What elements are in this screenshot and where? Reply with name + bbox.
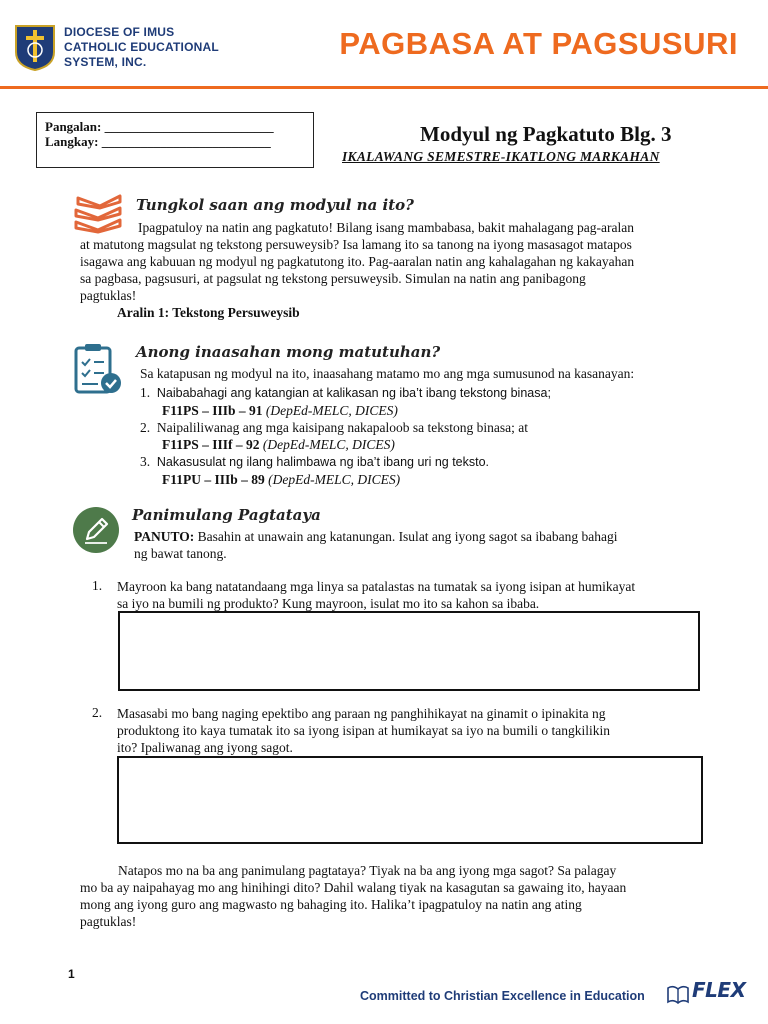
module-title: Modyul ng Pagkatuto Blg. 3	[420, 122, 672, 146]
student-info-box	[36, 112, 314, 168]
about-line-2: at matutong magsulat ng tekstong persuweysib? Isa lamang ito sa tanong na iyong masasagot matapos	[80, 237, 632, 252]
objective-text: Naipaliliwanag ang mga kaisipang nakapaloob sa tekstong binasa; at	[156, 420, 529, 435]
page-number: 1	[68, 967, 75, 981]
name-field[interactable]: Pangalan: __________________________	[45, 119, 274, 134]
closing-line-4: pagtuklas!	[80, 914, 137, 929]
about-line-5: pagtuklas!	[80, 288, 137, 303]
competency-code: F11PS – IIIb – 91	[162, 403, 263, 418]
objectives-heading: Anong inaasahan mong matutuhan?	[136, 343, 441, 361]
answer-box-2[interactable]	[117, 756, 703, 844]
lesson-title: Aralin 1: Tekstong Persuweysib	[117, 305, 300, 320]
subject-title: PAGBASA AT PAGSUSURI	[339, 26, 738, 61]
pretest-heading: Panimulang Pagtataya	[132, 506, 321, 524]
open-book-icon	[666, 982, 690, 1006]
directions-line-1: Basahin at unawain ang katanungan. Isulat ang iyong sagot sa ibabang bahagi	[197, 529, 618, 544]
closing-line-3: mong ang iyong guro ang magwasto ng bahaging ito. Halika’t ipagpatuloy na natin ang ating	[80, 897, 582, 912]
org-line-2: CATHOLIC EDUCATIONAL	[64, 40, 219, 54]
about-line-4: sa pagbasa, pagsusuri, at pagsulat ng tekstong persuweysib. Simulan na natin ang panibagong	[80, 271, 586, 286]
header-divider	[0, 86, 768, 89]
competency-ref: (DepEd-MELC, DICES)	[268, 472, 401, 487]
competency-ref: (DepEd-MELC, DICES)	[262, 437, 395, 452]
about-line-3: isagawa ang kabuuan ng modyul ng pagkatutong ito. Pag-aaralan natin ang kahalagahan ng kakayahan	[80, 254, 635, 269]
diocese-seal-logo	[12, 22, 58, 72]
pretest-directions	[134, 528, 700, 562]
about-heading: Tungkol saan ang modyul na ito?	[136, 196, 414, 214]
objective-item: 2. Naipaliliwanag ang mga kaisipang nakapaloob sa tekstong binasa; at	[140, 420, 529, 435]
objectives-list	[140, 384, 551, 488]
closing-line-2: mo ba ay naipahayag mo ang hinihingi dito? Dahil walang tiyak na kasagutan sa gawaing ito, hayaan	[80, 880, 627, 895]
about-paragraph	[80, 219, 698, 304]
flex-logo: FLEX	[692, 978, 746, 1002]
organization-name	[64, 25, 219, 70]
question-1-number: 1.	[92, 578, 103, 593]
objectives-intro: Sa katapusan ng modyul na ito, inaasahang matamo mo ang mga sumusunod na kasanayan:	[140, 366, 635, 381]
footer-tagline: Committed to Christian Excellence in Education	[360, 989, 645, 1003]
section-field[interactable]: Langkay: __________________________	[45, 134, 271, 149]
competency-code: F11PS – IIIf – 92	[162, 437, 260, 452]
competency-ref: (DepEd-MELC, DICES)	[265, 403, 398, 418]
closing-paragraph	[80, 862, 698, 930]
answer-box-1[interactable]	[118, 611, 700, 691]
org-line-1: DIOCESE OF IMUS	[64, 25, 175, 39]
objective-item: 3. Nakasusulat ng ilang halimbawa ng iba’t ibang uri ng teksto.	[140, 454, 490, 469]
closing-line-1: Natapos mo na ba ang panimulang pagtataya? Tiyak na ba ang iyong mga sagot? Sa palagay	[118, 863, 617, 878]
checklist-icon	[72, 342, 124, 396]
objective-code-line	[140, 471, 551, 488]
question-1-text: Mayroon ka bang natatandaang mga linya sa patalastas na tumatak sa iyong isipan at humikayat sa iyo na bumili ng produkto? Kung mayroon, isulat mo ito sa kahon sa ibaba.	[117, 579, 636, 611]
objective-code-line	[140, 402, 551, 419]
directions-line-2: ng bawat tanong.	[134, 546, 227, 561]
objective-text: Naibabahagi ang katangian at kalikasan ng iba’t ibang tekstong binasa;	[156, 386, 551, 400]
pencil-icon	[72, 506, 120, 554]
about-line-1: Ipagpatuloy na natin ang pagkatuto! Bilang isang mambabasa, bakit mahalagang pag-aralan	[138, 220, 634, 235]
objective-item: 1. Naibabahagi ang katangian at kalikasan ng iba’t ibang tekstong binasa;	[140, 385, 551, 400]
objective-code-line	[140, 436, 551, 453]
directions-label: PANUTO:	[134, 529, 195, 544]
org-line-3: SYSTEM, INC.	[64, 55, 147, 69]
question-2-text: Masasabi mo bang naging epektibo ang paraan ng panghihikayat na ginamit o ipinakita ng produktong ito kaya tumatak ito sa iyong isipan at humikayat sa iyo na bumili o tangkilikin ito? Ipaliwanag ang iyong sagot.	[117, 706, 611, 755]
objective-text: Nakasusulat ng ilang halimbawa ng iba’t ibang uri ng teksto.	[156, 455, 490, 469]
module-subtitle: IKALAWANG SEMESTRE-IKATLONG MARKAHAN	[342, 149, 660, 164]
competency-code: F11PU – IIIb – 89	[162, 472, 265, 487]
question-2-number: 2.	[92, 705, 103, 720]
